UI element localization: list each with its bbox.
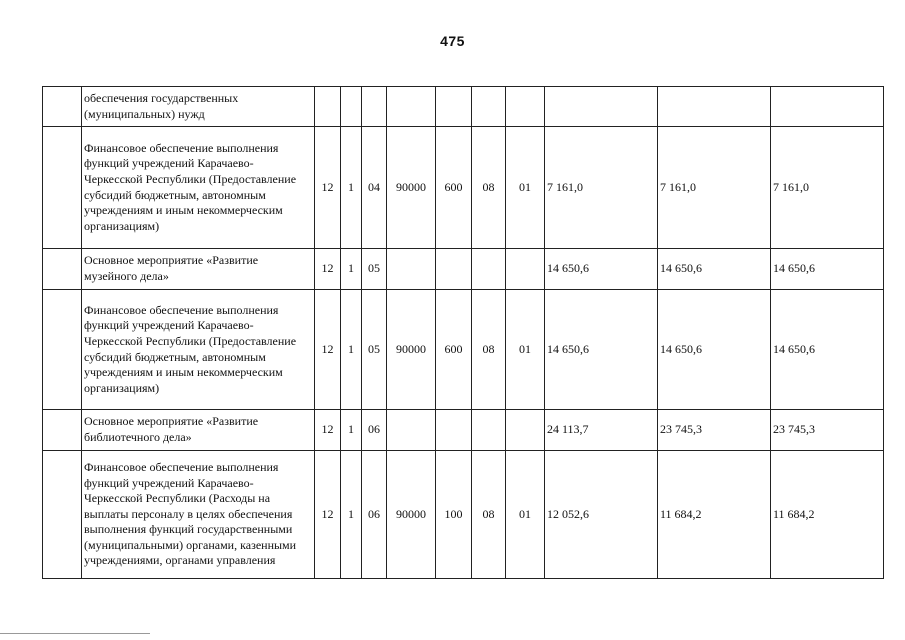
blank-cell bbox=[43, 410, 82, 451]
code-cell-7: 01 bbox=[506, 127, 545, 249]
description-cell: Основное мероприятие «Развитие библиотечного дела» bbox=[82, 410, 315, 451]
value-cell-2: 23 745,3 bbox=[658, 410, 771, 451]
code-cell-4 bbox=[387, 249, 436, 290]
code-cell-3: 04 bbox=[362, 127, 387, 249]
blank-cell bbox=[43, 451, 82, 579]
code-cell-1: 12 bbox=[315, 249, 341, 290]
code-cell-4 bbox=[387, 87, 436, 127]
code-cell-6 bbox=[472, 410, 506, 451]
description-cell: Финансовое обеспечение выполнения функций учреждений Карачаево-Черкесской Республики (Предоставление субсидий бюджетным, автономным учреждениям и иным некоммерческим организациям) bbox=[82, 127, 315, 249]
code-cell-5 bbox=[436, 410, 472, 451]
table-row bbox=[43, 410, 884, 451]
code-cell-7 bbox=[506, 87, 545, 127]
code-cell-5: 600 bbox=[436, 290, 472, 410]
blank-cell bbox=[43, 87, 82, 127]
code-cell-3: 06 bbox=[362, 451, 387, 579]
value-cell-3: 14 650,6 bbox=[771, 249, 884, 290]
code-cell-4: 90000 bbox=[387, 451, 436, 579]
code-cell-7 bbox=[506, 410, 545, 451]
value-cell-1: 14 650,6 bbox=[545, 290, 658, 410]
value-cell-1: 24 113,7 bbox=[545, 410, 658, 451]
value-cell-3: 14 650,6 bbox=[771, 290, 884, 410]
code-cell-4: 90000 bbox=[387, 127, 436, 249]
page-number: 475 bbox=[440, 33, 465, 49]
scan-artifact-line bbox=[0, 633, 150, 634]
value-cell-3 bbox=[771, 87, 884, 127]
value-cell-2: 14 650,6 bbox=[658, 249, 771, 290]
code-cell-7: 01 bbox=[506, 451, 545, 579]
code-cell-6: 08 bbox=[472, 127, 506, 249]
blank-cell bbox=[43, 290, 82, 410]
value-cell-2 bbox=[658, 87, 771, 127]
table-row bbox=[43, 127, 884, 249]
code-cell-1: 12 bbox=[315, 410, 341, 451]
code-cell-2 bbox=[341, 87, 362, 127]
code-cell-3: 05 bbox=[362, 290, 387, 410]
blank-cell bbox=[43, 249, 82, 290]
description-cell: Финансовое обеспечение выполнения функций учреждений Карачаево-Черкесской Республики (Расходы на выплаты персоналу в целях обеспечения выполнения функций государственными (муниципальными) органами, казенными учреждениями, органами управления bbox=[82, 451, 315, 579]
code-cell-6 bbox=[472, 249, 506, 290]
code-cell-5 bbox=[436, 87, 472, 127]
code-cell-1: 12 bbox=[315, 290, 341, 410]
code-cell-4: 90000 bbox=[387, 290, 436, 410]
code-cell-2: 1 bbox=[341, 249, 362, 290]
value-cell-2: 14 650,6 bbox=[658, 290, 771, 410]
code-cell-2: 1 bbox=[341, 290, 362, 410]
table-row bbox=[43, 290, 884, 410]
value-cell-2: 11 684,2 bbox=[658, 451, 771, 579]
code-cell-2: 1 bbox=[341, 127, 362, 249]
value-cell-1: 12 052,6 bbox=[545, 451, 658, 579]
blank-cell bbox=[43, 127, 82, 249]
code-cell-1 bbox=[315, 87, 341, 127]
table-row bbox=[43, 87, 884, 127]
value-cell-1: 7 161,0 bbox=[545, 127, 658, 249]
description-cell: Финансовое обеспечение выполнения функций учреждений Карачаево-Черкесской Республики (Предоставление субсидий бюджетным, автономным учреждениям и иным некоммерческим организациям) bbox=[82, 290, 315, 410]
value-cell-2: 7 161,0 bbox=[658, 127, 771, 249]
value-cell-1 bbox=[545, 87, 658, 127]
value-cell-3: 23 745,3 bbox=[771, 410, 884, 451]
description-cell: Основное мероприятие «Развитие музейного дела» bbox=[82, 249, 315, 290]
code-cell-3: 05 bbox=[362, 249, 387, 290]
budget-table bbox=[42, 86, 884, 579]
code-cell-5: 100 bbox=[436, 451, 472, 579]
code-cell-6: 08 bbox=[472, 451, 506, 579]
code-cell-2: 1 bbox=[341, 410, 362, 451]
value-cell-3: 11 684,2 bbox=[771, 451, 884, 579]
code-cell-1: 12 bbox=[315, 451, 341, 579]
value-cell-1: 14 650,6 bbox=[545, 249, 658, 290]
code-cell-6 bbox=[472, 87, 506, 127]
code-cell-2: 1 bbox=[341, 451, 362, 579]
code-cell-6: 08 bbox=[472, 290, 506, 410]
code-cell-1: 12 bbox=[315, 127, 341, 249]
code-cell-3 bbox=[362, 87, 387, 127]
code-cell-5: 600 bbox=[436, 127, 472, 249]
code-cell-3: 06 bbox=[362, 410, 387, 451]
code-cell-7: 01 bbox=[506, 290, 545, 410]
code-cell-7 bbox=[506, 249, 545, 290]
code-cell-5 bbox=[436, 249, 472, 290]
value-cell-3: 7 161,0 bbox=[771, 127, 884, 249]
code-cell-4 bbox=[387, 410, 436, 451]
description-cell: обеспечения государственных (муниципальных) нужд bbox=[82, 87, 315, 127]
table-row bbox=[43, 249, 884, 290]
table-row bbox=[43, 451, 884, 579]
